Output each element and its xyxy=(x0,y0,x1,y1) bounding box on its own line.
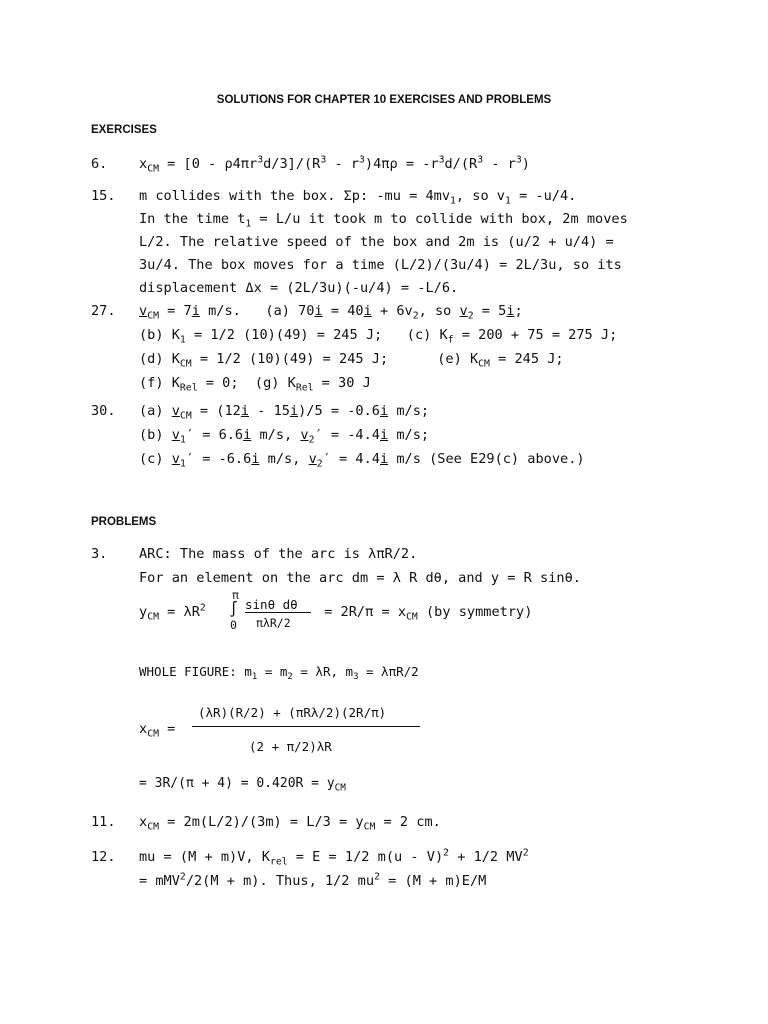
p3-number: 3. xyxy=(91,546,108,562)
xcm-fraction-bar xyxy=(192,726,420,727)
xcm-numerator: (λR)(R/2) + (πRλ/2)(2R/π) xyxy=(198,705,387,720)
ex15-line-4: 3u/4. The box moves for a time (L/2)/(3u/4) = 2L/3u, so its xyxy=(139,257,622,273)
whole-figure-line: WHOLE FIGURE: $m_1 = m_2 = \lambda R$, $m_3 = \lambda\pi R/2$ xyxy=(139,664,419,683)
p11-line: $x_{CM} = 2m(L/2)/(3m) = L/3 = y_{CM} = 2$ cm. xyxy=(139,814,441,833)
page-title: SOLUTIONS FOR CHAPTER 10 EXERCISES AND PROBLEMS xyxy=(216,94,552,106)
xcm-label: $x_{CM}$ = xyxy=(139,721,176,740)
p12-line-1: mu = (M + m)V, $K_{rel} = E = 1/2$ m(u - V)$^2$ + 1/2 $MV^2$ xyxy=(139,847,529,868)
integral-denominator: πλR/2 xyxy=(256,616,291,630)
problems-heading: PROBLEMS xyxy=(91,516,157,528)
ex27-line-4: (f) $K_{Rel} = 0$; (g) $K_{Rel} = 30$ J xyxy=(139,375,371,394)
ex6-number: 6. xyxy=(91,156,108,172)
exercises-heading: EXERCISES xyxy=(91,124,157,136)
ex15-line-5: displacement Δx = (2L/3u)(-u/4) = -L/6. xyxy=(139,280,459,296)
p3-line-2: For an element on the arc dm = λ R dθ, and y = R sinθ. xyxy=(139,570,581,586)
ex15-line-1: m collides with the box. Σp: $-mu = 4mv_1$, so $v_1 = -u/4$. xyxy=(139,188,577,207)
p12-number: 12. xyxy=(91,849,116,865)
ex27-line-2: (b) $K_1 = 1/2$ (10)(49) = 245 J; (c) $K_f = 200 + 75 = 275$ J; xyxy=(139,327,618,346)
ex6-equation: $x_{CM} = [0 - \rho 4\pi r^3d/3]/(R^3 - r^3)4\pi\rho = -r^3d/(R^3 - r^3)$ xyxy=(139,154,530,175)
ex15-number: 15. xyxy=(91,188,116,204)
ex27-line-1: $v_{CM} = 7i$ m/s. (a) $70i = 40i + 6v_2$, so $v_2 = 5i$; xyxy=(139,303,523,322)
integral-numerator: sinθ dθ xyxy=(245,597,298,612)
ycm-label: $y_{CM} = \lambda R^2$ xyxy=(139,602,206,623)
ex15-line-3: L/2. The relative speed of the box and 2m is (u/2 + u/4) = xyxy=(139,234,614,250)
ex27-number: 27. xyxy=(91,303,116,319)
p11-number: 11. xyxy=(91,814,116,830)
ex15-line-2: In the time $t_1 = L/u$ it took m to collide with box, 2m moves xyxy=(139,211,628,230)
ex30-line-1: (a) $v_{CM} = (12i - 15i)/5 = -0.6i$ m/s; xyxy=(139,403,430,422)
integral-fraction-bar xyxy=(245,612,311,613)
ex30-line-3: (c) $v_1' = -6.6i$ m/s, $v_2' = 4.4i$ m/s (See E29(c) above.) xyxy=(139,451,585,470)
integral-sign: ∫ xyxy=(229,600,239,618)
integral-upper-limit: π xyxy=(232,588,239,602)
integral-lower-limit: 0 xyxy=(230,618,237,632)
p3-line-1: ARC: The mass of the arc is λπR/2. xyxy=(139,546,418,562)
ex30-line-2: (b) $v_1' = 6.6i$ m/s, $v_2' = -4.4i$ m/s; xyxy=(139,427,430,446)
ex30-number: 30. xyxy=(91,403,116,419)
p12-line-2: = mMV$^2$/2(M + m). Thus, 1/2 $mu^2 = (M + m)E/M$ xyxy=(139,871,487,889)
xcm-denominator: (2 + π/2)λR xyxy=(249,739,332,754)
ycm-result: = $2R/\pi = x_{CM}$ (by symmetry) xyxy=(316,604,533,623)
p3-result: = $3R/(\pi + 4) = 0.420R = y_{CM}$ xyxy=(139,776,346,794)
ex27-line-3: (d) $K_{CM} = 1/2$ (10)(49) = 245 J; (e) $K_{CM} = 245$ J; xyxy=(139,351,564,370)
